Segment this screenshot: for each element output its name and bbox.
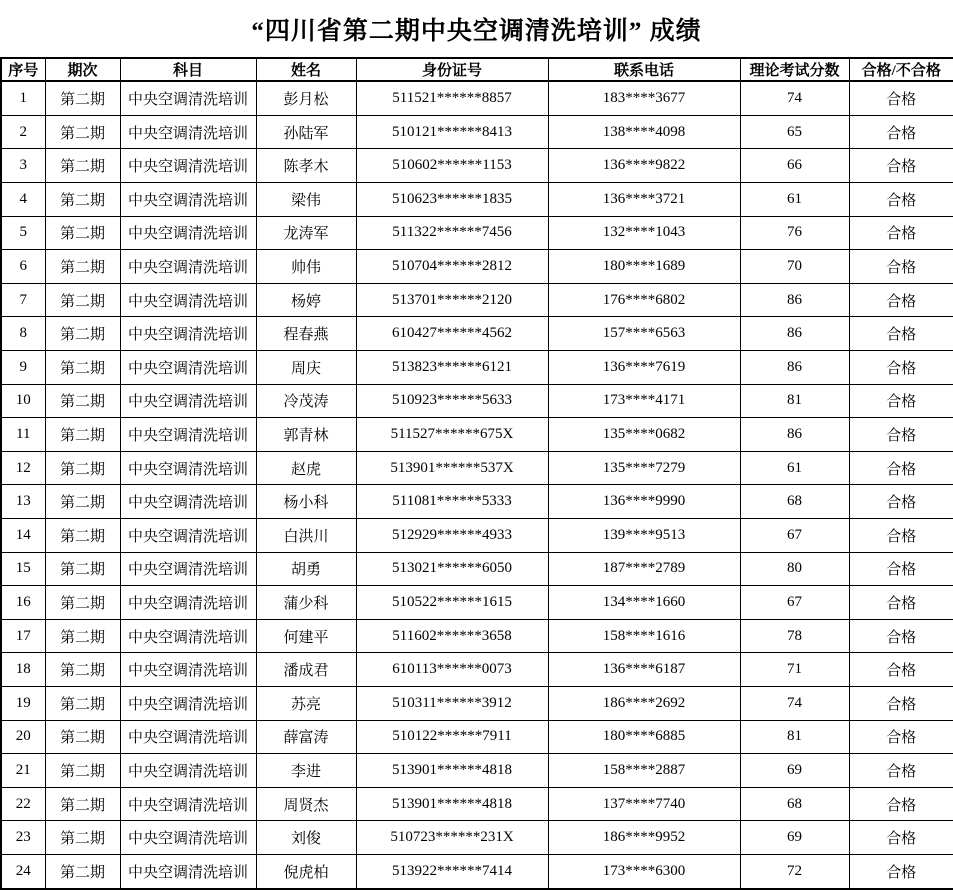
cell-name: 苏亮	[256, 686, 356, 720]
column-header-subject: 科目	[120, 58, 256, 81]
cell-name: 白洪川	[256, 518, 356, 552]
cell-pass-status: 合格	[849, 283, 953, 317]
cell-period: 第二期	[45, 115, 120, 149]
cell-index: 8	[1, 317, 45, 351]
table-row	[1, 351, 953, 385]
column-header-theory-score: 理论考试分数	[740, 58, 849, 81]
cell-index: 16	[1, 586, 45, 620]
cell-id-number: 610427******4562	[356, 317, 548, 351]
table-row	[1, 81, 953, 115]
cell-theory-score: 70	[740, 250, 849, 284]
cell-id-number: 511602******3658	[356, 619, 548, 653]
cell-index: 21	[1, 754, 45, 788]
table-row	[1, 183, 953, 217]
cell-period: 第二期	[45, 686, 120, 720]
cell-phone: 157****6563	[548, 317, 740, 351]
table-row	[1, 283, 953, 317]
cell-period: 第二期	[45, 552, 120, 586]
cell-theory-score: 68	[740, 485, 849, 519]
cell-index: 19	[1, 686, 45, 720]
cell-index: 9	[1, 351, 45, 385]
cell-pass-status: 合格	[849, 485, 953, 519]
cell-id-number: 511322******7456	[356, 216, 548, 250]
cell-index: 20	[1, 720, 45, 754]
cell-phone: 137****7740	[548, 787, 740, 821]
cell-theory-score: 86	[740, 317, 849, 351]
cell-subject: 中央空调清洗培训	[120, 149, 256, 183]
cell-pass-status: 合格	[849, 787, 953, 821]
cell-pass-status: 合格	[849, 149, 953, 183]
cell-subject: 中央空调清洗培训	[120, 81, 256, 115]
cell-period: 第二期	[45, 619, 120, 653]
cell-id-number: 510121******8413	[356, 115, 548, 149]
cell-subject: 中央空调清洗培训	[120, 586, 256, 620]
cell-index: 4	[1, 183, 45, 217]
cell-id-number: 510602******1153	[356, 149, 548, 183]
cell-id-number: 510122******7911	[356, 720, 548, 754]
cell-pass-status: 合格	[849, 552, 953, 586]
cell-subject: 中央空调清洗培训	[120, 384, 256, 418]
cell-id-number: 510704******2812	[356, 250, 548, 284]
cell-id-number: 513823******6121	[356, 351, 548, 385]
table-row	[1, 451, 953, 485]
cell-name: 何建平	[256, 619, 356, 653]
cell-index: 7	[1, 283, 45, 317]
cell-pass-status: 合格	[849, 854, 953, 889]
cell-subject: 中央空调清洗培训	[120, 418, 256, 452]
table-row	[1, 384, 953, 418]
cell-index: 10	[1, 384, 45, 418]
cell-phone: 176****6802	[548, 283, 740, 317]
cell-period: 第二期	[45, 317, 120, 351]
table-row	[1, 149, 953, 183]
cell-subject: 中央空调清洗培训	[120, 754, 256, 788]
cell-period: 第二期	[45, 81, 120, 115]
cell-subject: 中央空调清洗培训	[120, 283, 256, 317]
cell-period: 第二期	[45, 787, 120, 821]
cell-subject: 中央空调清洗培训	[120, 216, 256, 250]
cell-period: 第二期	[45, 384, 120, 418]
cell-pass-status: 合格	[849, 384, 953, 418]
cell-id-number: 511081******5333	[356, 485, 548, 519]
cell-id-number: 510923******5633	[356, 384, 548, 418]
cell-id-number: 513901******537X	[356, 451, 548, 485]
cell-subject: 中央空调清洗培训	[120, 115, 256, 149]
cell-period: 第二期	[45, 250, 120, 284]
cell-pass-status: 合格	[849, 351, 953, 385]
table-row	[1, 552, 953, 586]
cell-id-number: 513901******4818	[356, 787, 548, 821]
cell-subject: 中央空调清洗培训	[120, 351, 256, 385]
cell-theory-score: 74	[740, 81, 849, 115]
cell-period: 第二期	[45, 216, 120, 250]
cell-pass-status: 合格	[849, 317, 953, 351]
table-row	[1, 317, 953, 351]
cell-pass-status: 合格	[849, 586, 953, 620]
cell-name: 刘俊	[256, 821, 356, 855]
cell-theory-score: 67	[740, 518, 849, 552]
cell-index: 15	[1, 552, 45, 586]
cell-period: 第二期	[45, 586, 120, 620]
cell-index: 11	[1, 418, 45, 452]
table-row	[1, 115, 953, 149]
cell-pass-status: 合格	[849, 250, 953, 284]
cell-theory-score: 86	[740, 283, 849, 317]
cell-theory-score: 76	[740, 216, 849, 250]
cell-id-number: 510311******3912	[356, 686, 548, 720]
cell-pass-status: 合格	[849, 720, 953, 754]
cell-id-number: 513901******4818	[356, 754, 548, 788]
cell-period: 第二期	[45, 720, 120, 754]
cell-id-number: 510723******231X	[356, 821, 548, 855]
cell-index: 23	[1, 821, 45, 855]
cell-period: 第二期	[45, 351, 120, 385]
cell-period: 第二期	[45, 485, 120, 519]
column-header-index: 序号	[1, 58, 45, 81]
table-row	[1, 518, 953, 552]
cell-subject: 中央空调清洗培训	[120, 250, 256, 284]
cell-phone: 180****6885	[548, 720, 740, 754]
table-row	[1, 720, 953, 754]
cell-phone: 132****1043	[548, 216, 740, 250]
cell-phone: 136****7619	[548, 351, 740, 385]
cell-name: 蒲少科	[256, 586, 356, 620]
cell-phone: 135****7279	[548, 451, 740, 485]
cell-index: 6	[1, 250, 45, 284]
cell-subject: 中央空调清洗培训	[120, 485, 256, 519]
cell-phone: 138****4098	[548, 115, 740, 149]
cell-index: 12	[1, 451, 45, 485]
column-header-id-number: 身份证号	[356, 58, 548, 81]
table-row	[1, 250, 953, 284]
table-row	[1, 854, 953, 889]
cell-name: 龙涛军	[256, 216, 356, 250]
cell-phone: 136****3721	[548, 183, 740, 217]
cell-theory-score: 69	[740, 754, 849, 788]
cell-index: 14	[1, 518, 45, 552]
cell-subject: 中央空调清洗培训	[120, 686, 256, 720]
cell-subject: 中央空调清洗培训	[120, 552, 256, 586]
table-row	[1, 586, 953, 620]
cell-id-number: 610113******0073	[356, 653, 548, 687]
table-row	[1, 686, 953, 720]
cell-name: 周贤杰	[256, 787, 356, 821]
cell-id-number: 511521******8857	[356, 81, 548, 115]
cell-phone: 186****9952	[548, 821, 740, 855]
cell-theory-score: 81	[740, 384, 849, 418]
cell-id-number: 513701******2120	[356, 283, 548, 317]
cell-name: 李进	[256, 754, 356, 788]
cell-period: 第二期	[45, 283, 120, 317]
cell-id-number: 513021******6050	[356, 552, 548, 586]
cell-name: 潘成君	[256, 653, 356, 687]
table-body	[1, 81, 953, 889]
cell-phone: 158****2887	[548, 754, 740, 788]
cell-phone: 173****6300	[548, 854, 740, 889]
cell-name: 孙陆军	[256, 115, 356, 149]
cell-phone: 173****4171	[548, 384, 740, 418]
cell-pass-status: 合格	[849, 619, 953, 653]
cell-subject: 中央空调清洗培训	[120, 653, 256, 687]
cell-pass-status: 合格	[849, 653, 953, 687]
cell-theory-score: 67	[740, 586, 849, 620]
column-header-pass-status: 合格/不合格	[849, 58, 953, 81]
cell-theory-score: 61	[740, 183, 849, 217]
cell-subject: 中央空调清洗培训	[120, 854, 256, 889]
cell-pass-status: 合格	[849, 216, 953, 250]
cell-phone: 158****1616	[548, 619, 740, 653]
cell-index: 24	[1, 854, 45, 889]
page-title: “四川省第二期中央空调清洗培训” 成绩	[251, 17, 702, 45]
header-row	[1, 58, 953, 81]
cell-period: 第二期	[45, 854, 120, 889]
cell-theory-score: 74	[740, 686, 849, 720]
cell-name: 冷茂涛	[256, 384, 356, 418]
cell-subject: 中央空调清洗培训	[120, 317, 256, 351]
cell-period: 第二期	[45, 518, 120, 552]
cell-id-number: 513922******7414	[356, 854, 548, 889]
cell-period: 第二期	[45, 451, 120, 485]
cell-theory-score: 86	[740, 418, 849, 452]
cell-name: 郭青林	[256, 418, 356, 452]
cell-index: 5	[1, 216, 45, 250]
cell-pass-status: 合格	[849, 81, 953, 115]
cell-phone: 180****1689	[548, 250, 740, 284]
cell-pass-status: 合格	[849, 183, 953, 217]
table-row	[1, 787, 953, 821]
cell-period: 第二期	[45, 754, 120, 788]
column-header-name: 姓名	[256, 58, 356, 81]
cell-pass-status: 合格	[849, 418, 953, 452]
cell-subject: 中央空调清洗培训	[120, 619, 256, 653]
cell-period: 第二期	[45, 183, 120, 217]
cell-name: 帅伟	[256, 250, 356, 284]
column-header-period: 期次	[45, 58, 120, 81]
cell-pass-status: 合格	[849, 518, 953, 552]
cell-phone: 186****2692	[548, 686, 740, 720]
cell-subject: 中央空调清洗培训	[120, 720, 256, 754]
cell-period: 第二期	[45, 418, 120, 452]
cell-theory-score: 72	[740, 854, 849, 889]
cell-theory-score: 80	[740, 552, 849, 586]
table-row	[1, 653, 953, 687]
cell-index: 2	[1, 115, 45, 149]
cell-theory-score: 86	[740, 351, 849, 385]
cell-name: 倪虎柏	[256, 854, 356, 889]
cell-period: 第二期	[45, 653, 120, 687]
cell-name: 彭月松	[256, 81, 356, 115]
cell-subject: 中央空调清洗培训	[120, 787, 256, 821]
cell-phone: 136****6187	[548, 653, 740, 687]
cell-theory-score: 68	[740, 787, 849, 821]
cell-phone: 136****9990	[548, 485, 740, 519]
cell-name: 梁伟	[256, 183, 356, 217]
table-row	[1, 754, 953, 788]
cell-phone: 136****9822	[548, 149, 740, 183]
cell-phone: 134****1660	[548, 586, 740, 620]
cell-index: 22	[1, 787, 45, 821]
cell-name: 赵虎	[256, 451, 356, 485]
cell-id-number: 511527******675X	[356, 418, 548, 452]
cell-period: 第二期	[45, 149, 120, 183]
cell-name: 杨小科	[256, 485, 356, 519]
table-row	[1, 418, 953, 452]
cell-theory-score: 69	[740, 821, 849, 855]
results-table	[0, 57, 953, 890]
cell-phone: 183****3677	[548, 81, 740, 115]
cell-theory-score: 61	[740, 451, 849, 485]
cell-subject: 中央空调清洗培训	[120, 451, 256, 485]
cell-index: 1	[1, 81, 45, 115]
cell-phone: 187****2789	[548, 552, 740, 586]
table-row	[1, 485, 953, 519]
cell-subject: 中央空调清洗培训	[120, 821, 256, 855]
cell-phone: 135****0682	[548, 418, 740, 452]
cell-pass-status: 合格	[849, 821, 953, 855]
cell-id-number: 512929******4933	[356, 518, 548, 552]
cell-id-number: 510623******1835	[356, 183, 548, 217]
cell-theory-score: 66	[740, 149, 849, 183]
cell-theory-score: 81	[740, 720, 849, 754]
cell-index: 18	[1, 653, 45, 687]
cell-theory-score: 71	[740, 653, 849, 687]
cell-name: 陈孝木	[256, 149, 356, 183]
cell-name: 杨婷	[256, 283, 356, 317]
cell-name: 周庆	[256, 351, 356, 385]
table-row	[1, 216, 953, 250]
cell-phone: 139****9513	[548, 518, 740, 552]
cell-theory-score: 65	[740, 115, 849, 149]
cell-subject: 中央空调清洗培训	[120, 183, 256, 217]
cell-index: 17	[1, 619, 45, 653]
cell-name: 胡勇	[256, 552, 356, 586]
table-row	[1, 619, 953, 653]
table-row	[1, 821, 953, 855]
cell-subject: 中央空调清洗培训	[120, 518, 256, 552]
cell-period: 第二期	[45, 821, 120, 855]
cell-pass-status: 合格	[849, 451, 953, 485]
cell-pass-status: 合格	[849, 686, 953, 720]
cell-name: 程春燕	[256, 317, 356, 351]
cell-theory-score: 78	[740, 619, 849, 653]
column-header-phone: 联系电话	[548, 58, 740, 81]
cell-index: 3	[1, 149, 45, 183]
cell-pass-status: 合格	[849, 115, 953, 149]
cell-index: 13	[1, 485, 45, 519]
cell-id-number: 510522******1615	[356, 586, 548, 620]
cell-pass-status: 合格	[849, 754, 953, 788]
cell-name: 薛富涛	[256, 720, 356, 754]
